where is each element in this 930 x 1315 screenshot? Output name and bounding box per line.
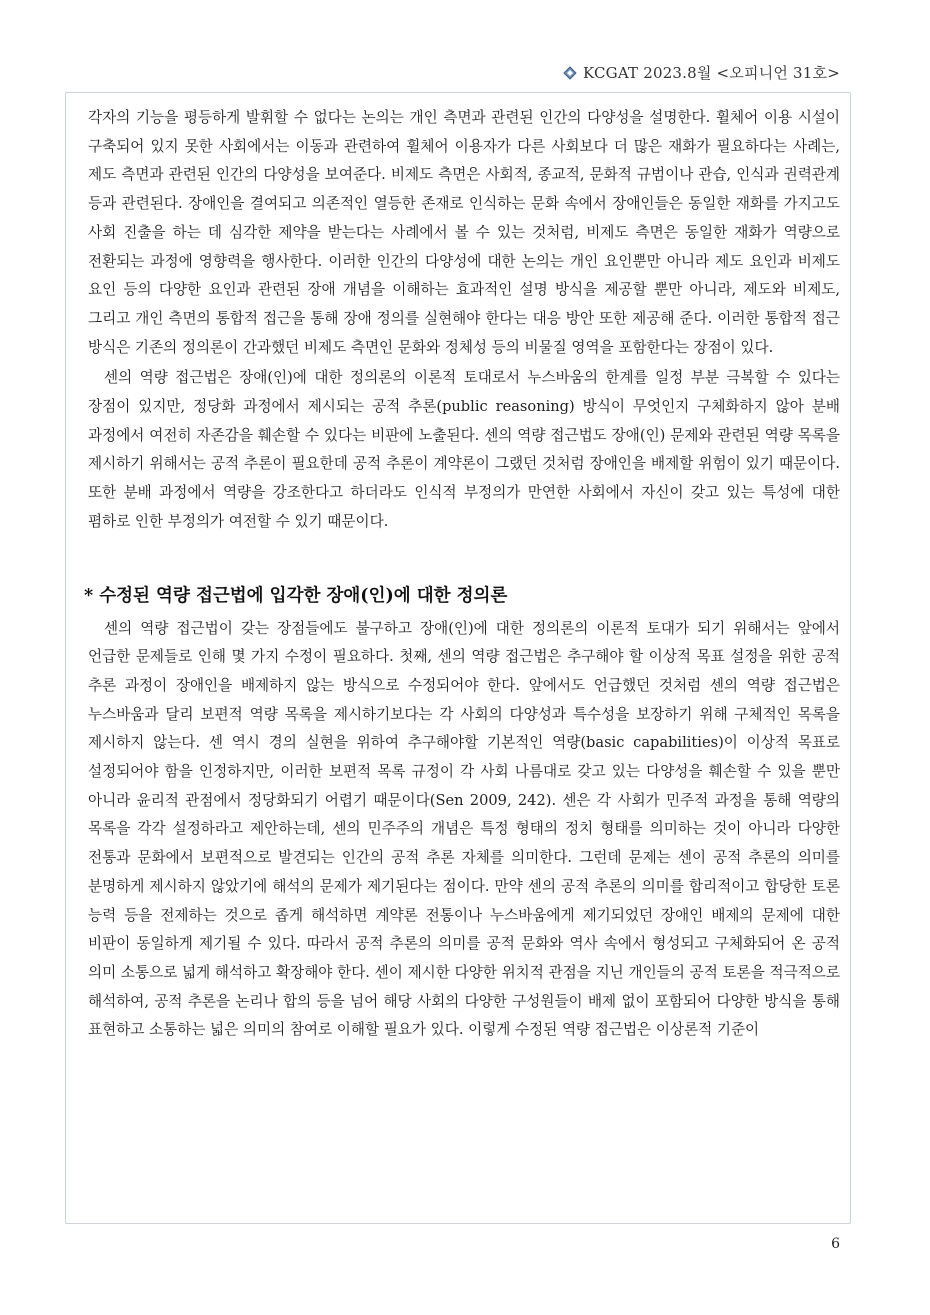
running-title: KCGAT 2023.8월 <오피니언 31호> [582, 64, 840, 82]
body-paragraph: 센의 역량 접근법은 장애(인)에 대한 정의론의 이론적 토대로서 누스바움의 한계를 일정 부분 극복할 수 있다는 장점이 있지만, 정당화 과정에서 제시되는 공적 추론(public reasoning) 방식이 무엇인지 구체화하지 않아 분배 과정에서 여전히 자존감을 훼손할 수 있다는 비판에 노출된다. 센의 역량 접근법도 장애(인) 문제와 관련된 역량 목록을 제시하기 위해서는 공적 추론이 필요한데 공적 추론이 계약론이 그랬던 것처럼 장애인을 배제할 위험이 있기 때문이다. 또한 분배 과정에서 역량을 강조한다고 하더라도 인식적 부정의가 만연한 사회에서 자신이 갖고 있는 특성에 대한 폄하로 인한 부정의가 여전할 수 있기 때문이다. [88, 369, 840, 530]
body-paragraph: 센의 역량 접근법이 갖는 장점들에도 불구하고 장애(인)에 대한 정의론의 이론적 토대가 되기 위해서는 앞에서 언급한 문제들로 인해 몇 가지 수정이 필요하다. 첫째, 센의 역량 접근법은 추구해야 할 이상적 목표 설정을 위한 공적 추론 과정이 장애인을 배제하지 않는 방식으로 수정되어야 한다. 앞에서도 언급했던 것처럼 센의 역량 접근법은 누스바움과 달리 보편적 역량 목록을 제시하기보다는 각 사회의 다양성과 특수성을 보장하기 위해 구체적인 목록을 제시하지 않는다. 센 역시 경의 실현을 위하여 추구해야할 기본적인 역량(basic capabilities)이 이상적 목표로 설정되어야 함을 인정하지만, 이러한 보편적 목록 규정이 각 사회 나름대로 갖고 있는 다양성을 훼손할 수 있을 뿐만 아니라 윤리적 관점에서 정당화되기 어렵기 때문이다(Sen 2009, 242). 센은 각 사회가 민주적 과정을 통해 역량의 목록을 각각 설정하라고 제안하는데, 센의 민주주의 개념은 특정 형태의 정치 형태를 의미하는 것이 아니라 다양한 전통과 문화에서 보편적으로 발견되는 인간의 공적 추론 자체를 의미한다. 그런데 문제는 센이 공적 추론의 의미를 분명하게 제시하지 않았기에 해석의 문제가 제기된다는 점이다. 만약 센의 공적 추론의 의미를 합리적이고 합당한 토론 능력 등을 전제하는 것으로 좁게 해석하면 계약론 전통이나 누스바움에게 제기되었던 장애인 배제의 문제에 대한 비판이 동일하게 제기될 수 있다. 따라서 공적 추론의 의미를 공적 문화와 역사 속에서 형성되고 구체화되어 온 공적 의미 소통으로 넓게 해석하고 확장해야 한다. 센이 제시한 다양한 위치적 관점을 지닌 개인들의 공적 토론을 적극적으로 해석하여, 공적 추론을 논리나 합의 등을 넘어 해당 사회의 다양한 구성원들이 배제 없이 포함되어 다양한 방식을 통해 표현하고 소통하는 넓은 의미의 참여로 이해할 필요가 있다. 이렇게 수정된 역량 접근법은 이상론적 기준이 [88, 619, 840, 1039]
section-heading: * 수정된 역량 접근법에 입각한 장애(인)에 대한 정의론 [84, 585, 508, 606]
article-body [84, 104, 840, 1045]
page-number: 6 [831, 1236, 840, 1252]
running-header [563, 62, 840, 83]
body-paragraph: 각자의 기능을 평등하게 발휘할 수 없다는 논의는 개인 측면과 관련된 인간의 다양성을 설명한다. 휠체어 이용 시설이 구축되어 있지 못한 사회에서는 이동과 관련하여 휠체어 이용자가 다른 사회보다 더 많은 재화가 필요하다는 사례는, 제도 측면과 관련된 인간의 다양성을 보여준다. 비제도 측면은 사회적, 종교적, 문화적 규범이나 관습, 인식과 권력관계 등과 관련된다. 장애인을 결여되고 의존적인 열등한 존재로 인식하는 문화 속에서 장애인들은 동일한 재화를 가지고도 사회 진출을 하는 데 심각한 제약을 받는다는 사례에서 볼 수 있는 것처럼, 비제도 측면은 동일한 재화가 역량으로 전환되는 과정에 영향력을 행사한다. 이러한 인간의 다양성에 대한 논의는 개인 요인뿐만 아니라 제도 요인과 비제도 요인 등의 다양한 요인과 관련된 장애 개념을 이해하는 효과적인 설명 방식을 제공할 뿐만 아니라, 제도와 비제도, 그리고 개인 측면의 통합적 접근을 통해 장애 정의를 실현해야 한다는 대응 방안 또한 제공해 준다. 이러한 통합적 접근 방식은 기존의 정의론이 간과했던 비제도 측면인 문화와 정체성 등의 비물질 영역을 포함한다는 장점이 있다. [88, 109, 840, 356]
diamond-bullet-icon [563, 66, 577, 80]
